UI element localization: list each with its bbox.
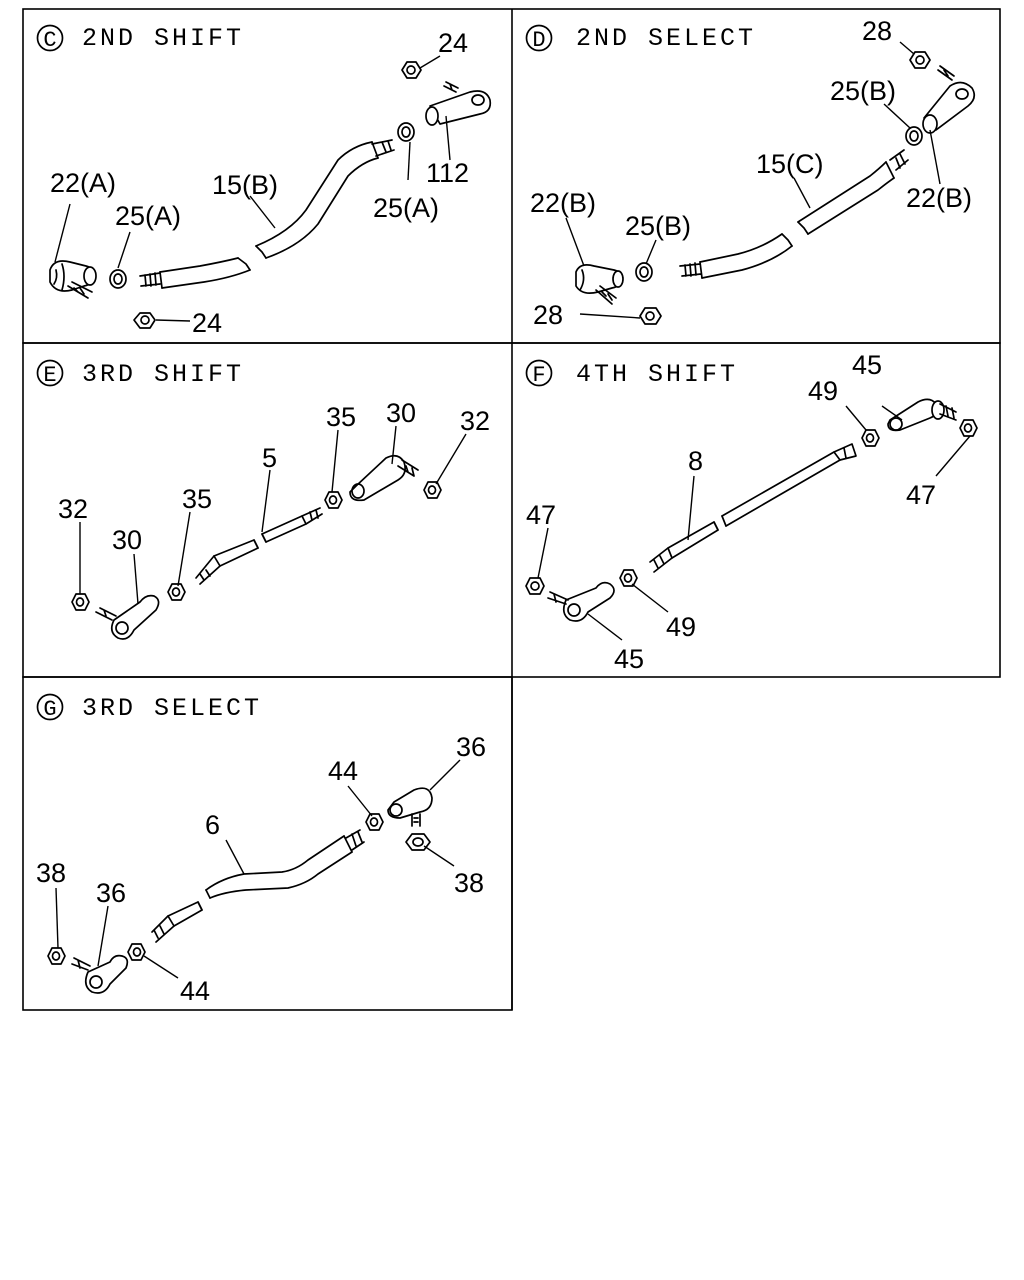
panel-f-label-49-left: 49: [666, 612, 697, 642]
panel-d-letter: D: [532, 28, 546, 53]
panel-e-label-32-right: 32: [460, 406, 491, 436]
panel-f-label-47-left: 47: [526, 500, 557, 530]
panel-g-3rd-select: [36, 694, 486, 1006]
panel-g-rod-end-36-left: [72, 956, 127, 993]
panel-e-label-5: 5: [262, 443, 278, 473]
panel-d-label-22b-left: 22(B): [530, 188, 597, 218]
panel-f-label-45-left: 45: [614, 644, 645, 674]
panel-g-rod-6: [152, 830, 364, 942]
panel-g-label-38-right: 38: [454, 868, 485, 898]
panel-f-rod-end-45-left: [548, 583, 614, 621]
panel-d-title: 2ND SELECT: [576, 24, 757, 53]
panel-c-nut-25a-left: [110, 270, 126, 288]
panel-f-label-45-right: 45: [852, 350, 883, 380]
panel-d-nut-25b-right: [906, 127, 922, 145]
panel-e-nut-32-left: [72, 594, 89, 610]
panel-f-nut-47-left: [526, 578, 544, 594]
panel-e-3rd-shift: [38, 360, 491, 639]
panel-f-nut-49-right: [862, 430, 879, 446]
panel-c-label-24-bottom: 24: [192, 308, 223, 338]
panel-d-label-25b-left: 25(B): [625, 211, 692, 241]
panel-f-nut-49-left: [620, 570, 637, 586]
panel-g-title: 3RD SELECT: [82, 694, 263, 723]
panel-g-label-38-left: 38: [36, 858, 67, 888]
panel-c-title: 2ND SHIFT: [82, 24, 245, 53]
panel-c-label-15b: 15(B): [212, 170, 279, 200]
panel-c-ball-joint-22a: [50, 261, 96, 298]
panel-d-label-22b-right: 22(B): [906, 183, 973, 213]
panel-d-nut-25b-left: [636, 263, 652, 281]
panel-f-label-49-right: 49: [808, 376, 839, 406]
panel-e-letter: E: [43, 363, 57, 388]
panel-c-label-25a-right: 25(A): [373, 193, 440, 223]
panel-d-label-25b-right: 25(B): [830, 76, 897, 106]
panel-c-label-25a-left: 25(A): [115, 201, 182, 231]
panel-c-label-112: 112: [426, 158, 470, 188]
panel-f-letter: F: [532, 363, 546, 388]
panel-e-rod-5: [196, 508, 322, 584]
panel-e-nut-35-right: [325, 492, 342, 508]
panel-d-label-15c: 15(C): [756, 149, 824, 179]
panel-e-label-30-right: 30: [386, 398, 417, 428]
panel-g-letter: G: [43, 697, 57, 722]
panel-c-2nd-shift: [38, 24, 491, 338]
panel-e-label-35-left: 35: [182, 484, 213, 514]
panel-g-label-44-left: 44: [180, 976, 211, 1006]
panel-e-label-32-left: 32: [58, 494, 89, 524]
panel-d-2nd-select: [527, 16, 975, 330]
panel-g-nut-44-left: [128, 944, 145, 960]
panel-c-nut-25a-right: [398, 123, 414, 141]
panel-d-nut-28-top: [910, 52, 930, 68]
panel-c-nut-24-bottom: [134, 313, 155, 328]
panel-c-ball-joint-112: [426, 82, 490, 125]
panel-frames: [23, 9, 1000, 1010]
panel-e-nut-35-left: [168, 584, 185, 600]
panel-c-label-24-top: 24: [438, 28, 469, 58]
panel-g-nut-38-left: [48, 948, 65, 964]
panel-e-title: 3RD SHIFT: [82, 360, 245, 389]
panel-g-label-6: 6: [205, 810, 221, 840]
panel-f-4th-shift: [526, 350, 977, 674]
panel-e-nut-32-right: [424, 482, 441, 498]
panel-e-label-35-right: 35: [326, 402, 357, 432]
panel-f-rod-8: [650, 444, 856, 572]
panel-g-label-36-right: 36: [456, 732, 487, 762]
panel-g-nut-44-right: [366, 814, 383, 830]
panel-g-label-36-left: 36: [96, 878, 127, 908]
panel-d-label-28-bottom: 28: [533, 300, 564, 330]
panel-f-title: 4TH SHIFT: [576, 360, 739, 389]
panel-g-ball-joint-36-right: [388, 788, 432, 826]
panel-f-nut-47-right: [960, 420, 977, 436]
panel-e-label-30-left: 30: [112, 525, 143, 555]
panel-f-label-8: 8: [688, 446, 704, 476]
panel-d-label-28-top: 28: [862, 16, 893, 46]
panel-f-label-47-right: 47: [906, 480, 937, 510]
panel-c-label-22a: 22(A): [50, 168, 117, 198]
panel-c-letter: C: [43, 28, 57, 53]
panel-f-rod-end-45-right: [888, 399, 956, 430]
panel-e-rod-end-30-right: [350, 456, 418, 501]
panel-d-ball-joint-22b-right: [923, 66, 974, 133]
panel-e-rod-end-30-left: [96, 596, 159, 639]
panel-c-nut-24-top: [402, 62, 421, 78]
panel-g-label-44-right: 44: [328, 756, 359, 786]
panel-d-nut-28-bottom: [640, 308, 661, 324]
panel-d-ball-joint-22b-left: [576, 265, 623, 304]
